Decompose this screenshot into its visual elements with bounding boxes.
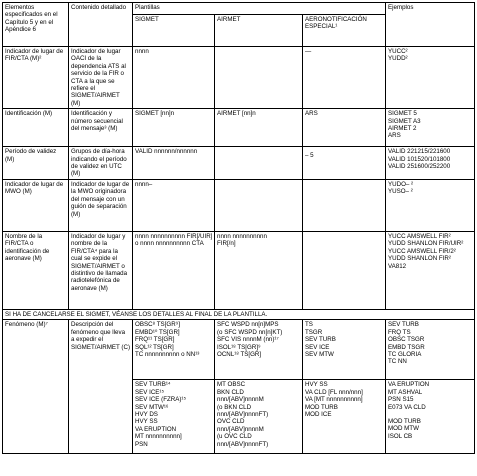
examples-cell <box>386 320 475 380</box>
airmet-cell <box>215 380 303 454</box>
aeronot-line: HVY SS <box>305 381 328 389</box>
airmet-cell <box>215 147 303 180</box>
example-line: ISOL CB <box>388 432 413 440</box>
sigmet-line: OBSC⁸ TS[GR⁹] <box>135 321 181 329</box>
sigmet-line: FRQ¹¹ TS[GR] <box>135 336 175 344</box>
example-line: PSN S15 <box>388 396 414 404</box>
sigmet-line: VA ERUPTION <box>135 425 177 433</box>
example-line: YUCC AMSWELL FIR² <box>388 232 451 240</box>
example-line: MOD TURB <box>388 417 421 425</box>
sigmet-line: EMBD¹⁰ TS[GR] <box>135 328 180 336</box>
aeronot-line: — <box>305 48 312 55</box>
airmet-column-header: AIRMET <box>215 15 303 47</box>
aeronot-line: VA CLD [FL nnn/nnn] <box>305 388 363 396</box>
example-line: YUSO– ² <box>388 188 413 196</box>
sigmet-cell <box>133 320 215 380</box>
airmet-cell <box>215 231 303 309</box>
aeronot-line: SEV MTW <box>305 350 334 358</box>
aeronot-cell <box>303 147 386 180</box>
sigmet-line: o nnnn nnnnnnnnnn CTA <box>135 240 204 248</box>
content-cell: Descripción del fenómeno que lleva a expedir el SIGMET/AIRMET (C) <box>69 320 133 454</box>
sigmet-line: SEV MTW¹⁶ <box>135 403 169 411</box>
aeronot-cell <box>303 231 386 309</box>
airmet-line: MT OBSC <box>217 381 246 389</box>
airmet-line: FIR[/n] <box>217 240 236 248</box>
example-line: VALID 221215/221600 <box>388 148 451 156</box>
example-line: MOD MTW <box>388 425 419 433</box>
element-cell: Nombre de la FIR/CTA o identificación de aeronave (M) <box>3 231 69 309</box>
example-line: SIGMET A3 <box>388 117 421 125</box>
element-cell: Indicador de lugar de MWO (M) <box>3 179 69 231</box>
element-column-header: Elementos especificados en el Capítulo 5 y en el Apéndice 6 <box>3 3 69 47</box>
table-row <box>3 179 475 231</box>
example-line: SIGMET 5 <box>388 110 417 118</box>
examples-column-header: Ejemplos <box>386 3 475 47</box>
sigmet-line: PSN <box>135 440 148 448</box>
airmet-line: (o BKN CLD <box>217 403 252 411</box>
sigmet-cell <box>133 380 215 454</box>
airmet-line: ISOL¹⁸ TS[GR]⁹ <box>217 343 261 351</box>
template-table <box>2 2 475 454</box>
sigmet-column-header: SIGMET <box>133 15 215 47</box>
airmet-line: SFC VIS nnnnM (nn)¹⁷ <box>217 336 279 344</box>
element-cell: Período de validez (M) <box>3 147 69 180</box>
element-cell: Indicador de lugar de FIR/CTA (M)² <box>3 47 69 109</box>
aeronot-line: VA [MT nnnnnnnnnn] <box>305 396 363 404</box>
table-row <box>3 109 475 147</box>
content-cell: Indicador de lugar OACI de la dependencia ATS al servicio de la FIR o CTA a la que se refiere el SIGMET/AIRMET (M) <box>69 47 133 109</box>
aeronot-cell <box>303 47 386 109</box>
sigmet-line: MT nnnnnnnnnn] <box>135 433 182 441</box>
examples-cell <box>386 179 475 231</box>
example-line: VALID 251600/252200 <box>388 163 451 171</box>
sigmet-line: HVY SS <box>135 418 158 426</box>
content-cell: Grupos de día-hora indicando el período de validez en UTC (M) <box>69 147 133 180</box>
sigmet-line: VALID nnnnnn/nnnnnn <box>135 148 198 156</box>
example-line: ARS <box>388 132 401 140</box>
airmet-line: OVC CLD <box>217 418 245 426</box>
table-row <box>3 320 475 380</box>
example-line: SEV TURB <box>388 321 419 329</box>
example-line <box>388 411 472 418</box>
table-row <box>3 231 475 309</box>
sigmet-line: SEV ICE¹⁵ <box>135 388 165 396</box>
airmet-line: (u OVC CLD <box>217 433 252 441</box>
example-line: YUCC AMSWELL FIR/2² <box>388 247 456 255</box>
aeronot-cell <box>303 109 386 147</box>
example-line: MT ASHVAL <box>388 388 423 396</box>
aeronot-line: SEV ICE <box>305 343 330 351</box>
airmet-line: OCNL¹⁸ TS[GR] <box>217 350 262 358</box>
aeronot-cell <box>303 380 386 454</box>
sigmet-line: nnnn– <box>135 180 153 188</box>
sigmet-cell <box>133 179 215 231</box>
example-line: VA ERUPTION <box>388 381 430 389</box>
content-cell: Indicador de lugar de la MWO originadora del mensaje con un guión de separación (M) <box>69 179 133 231</box>
airmet-line: nnn/[ABV]nnnnFT) <box>217 410 269 418</box>
example-line: AIRMET 2 <box>388 125 417 133</box>
examples-cell <box>386 380 475 454</box>
aeronot-line: – 5 <box>305 152 314 160</box>
airmet-line: nnn/[ABV]nnnnFT) <box>217 440 269 448</box>
examples-cell <box>386 47 475 109</box>
airmet-cell <box>215 179 303 231</box>
sigmet-cell <box>133 47 215 109</box>
airmet-line: nnn/[ABV]nnnnM <box>217 425 264 433</box>
airmet-line: AIRMET [nn]n <box>217 110 256 118</box>
table-row <box>3 147 475 180</box>
aeronot-line: SEV TURB <box>305 336 336 344</box>
aeronot-column-header: AERONOTIFICACIÓN ESPECIAL¹ <box>303 15 386 47</box>
sigmet-line: SEV ICE (FZRA)¹⁵ <box>135 396 187 404</box>
example-line: YUDO– ² <box>388 180 414 188</box>
content-column-header: Contenido detallado <box>69 3 133 47</box>
sigmet-line: nnnn nnnnnnnnnn FIR[/UIR] <box>135 232 213 240</box>
example-line: YUCC² <box>388 48 408 55</box>
aeronot-cell <box>303 320 386 380</box>
sigmet-cell <box>133 231 215 309</box>
examples-cell <box>386 231 475 309</box>
examples-cell <box>386 147 475 180</box>
example-line: YUDD SHANLON FIR/UIR² <box>388 240 464 248</box>
airmet-cell <box>215 109 303 147</box>
example-line: E073 VA CLD <box>388 403 426 411</box>
example-line: YUDD² <box>388 55 408 63</box>
airmet-cell <box>215 47 303 109</box>
cancel-note: SI HA DE CANCELARSE EL SIGMET, VÉANSE LOS DETALLES AL FINAL DE LA PLANTILLA. <box>3 309 475 319</box>
templates-column-header: Plantillas <box>133 3 386 15</box>
example-line: VALID 101520/101800 <box>388 155 451 163</box>
sigmet-line: SEV TURB¹⁴ <box>135 381 171 389</box>
aeronot-line: ARS <box>305 110 318 118</box>
sigmet-line: HVY DS <box>135 410 158 418</box>
airmet-line: (o SFC WSPD nn[n]KT) <box>217 328 283 336</box>
examples-cell <box>386 109 475 147</box>
sigmet-cell <box>133 147 215 180</box>
airmet-line: SFC WSPD nn[n]MPS <box>217 321 279 329</box>
element-cell: Fenómeno (M)⁷ <box>3 320 69 454</box>
sigmet-cell <box>133 109 215 147</box>
sigmet-line: nnnn <box>135 48 149 55</box>
example-line: TC GLORIA <box>388 350 422 358</box>
example-line: VA812 <box>388 262 407 270</box>
aeronot-line: MOD TURB <box>305 403 338 411</box>
example-line: TC NN <box>388 358 407 366</box>
aeronot-cell <box>303 179 386 231</box>
example-line: EMBD TSGR <box>388 343 425 351</box>
example-line: YUDD SHANLON FIR² <box>388 255 451 263</box>
airmet-line: nnn/[ABV]nnnnM <box>217 396 264 404</box>
table-row <box>3 309 475 319</box>
example-line: FRQ TS <box>388 328 411 336</box>
aeronot-line: MOD ICE <box>305 410 332 418</box>
content-cell: Indicador de lugar y nombre de la FIR/CTA⁴ para la cual se expide el SIGMET/AIRMET o distintivo de llamada radiotelefónica de aeronave (M) <box>69 231 133 309</box>
example-line: OBSC TSGR <box>388 336 425 344</box>
table-row <box>3 47 475 109</box>
aeronot-line: TS <box>305 321 313 329</box>
sigmet-line: SIGMET [nn]n <box>135 110 175 118</box>
content-cell: Identificación y número secuencial del mensaje³ (M) <box>69 109 133 147</box>
aeronot-line: TSGR <box>305 328 323 336</box>
sigmet-line: SQL¹² TS[GR] <box>135 343 174 351</box>
element-cell: Identificación (M) <box>3 109 69 147</box>
airmet-line: BKN CLD <box>217 388 244 396</box>
airmet-line: nnnn nnnnnnnnnn <box>217 232 267 240</box>
sigmet-line: TC nnnnnnnnnn o NN¹³ <box>135 350 200 358</box>
airmet-cell <box>215 320 303 380</box>
